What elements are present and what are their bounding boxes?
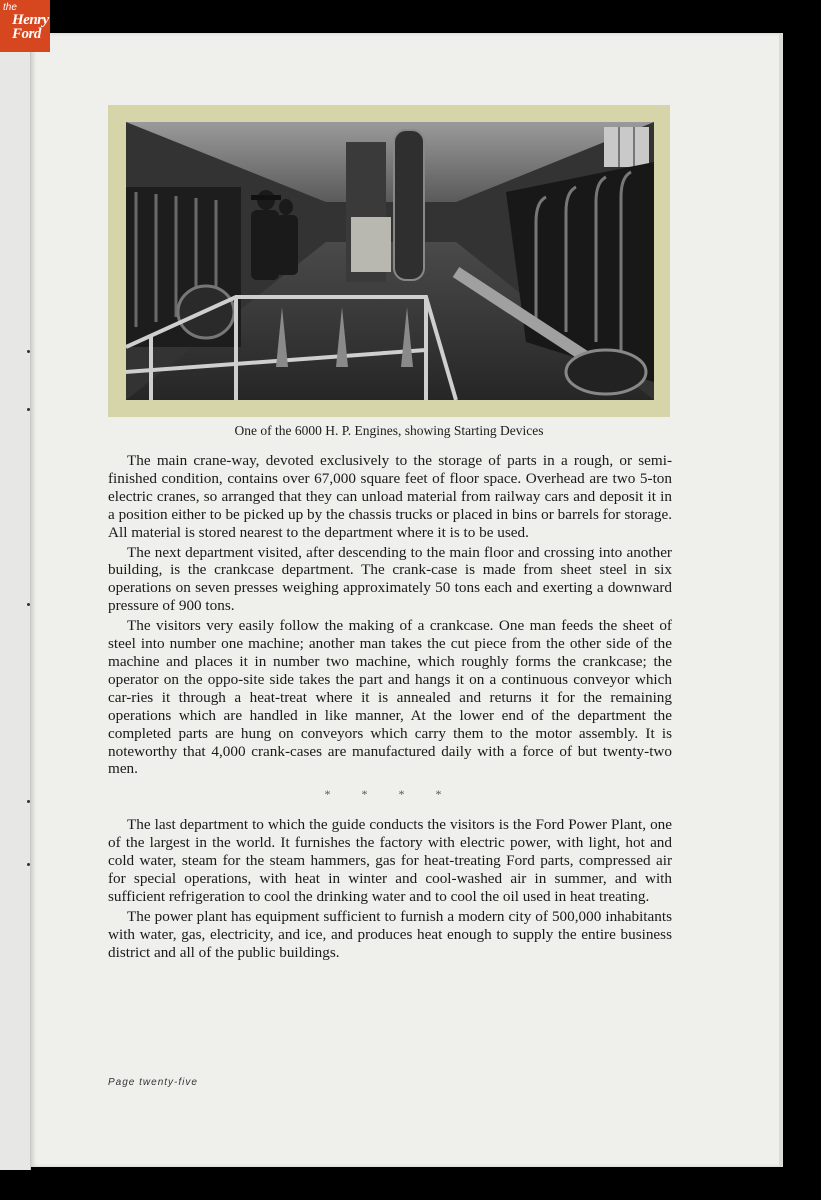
article-body	[108, 452, 672, 963]
paragraph: The next department visited, after descending to the main floor and crossing into another building, is the crankcase department. The crank-case is made from sheet steel in six operations on seven presses weighing approximately 50 tons each and exerting a downward pressure of 900 tons.	[108, 543, 672, 615]
engine-room-illustration	[126, 122, 654, 400]
photo-mat	[108, 105, 670, 417]
figure-caption: One of the 6000 H. P. Engines, showing Starting Devices	[234, 423, 544, 438]
paragraph: The power plant has equipment sufficient to furnish a modern city of 500,000 inhabitants with water, gas, electricity, and ice, and produces heat enough to supply the entire business district and all of the public buildings.	[108, 907, 672, 961]
henry-ford-logo: the Henry Ford	[0, 0, 50, 52]
paragraph: The main crane-way, devoted exclusively to the storage of parts in a rough, or semi-finished condition, contains over 67,000 square feet of floor space. Overhead are two 5-ton electric cranes, so arranged that they can unload material from railway cars and deposit it in a position either to be picked up by the chassis trucks or placed in bins or barrels for storage. All material is stored nearest to the department where it is to be used.	[108, 452, 672, 541]
paragraph: The visitors very easily follow the making of a crankcase. One man feeds the sheet of steel into number one machine; another man takes the cut piece from the other side of the machine and places it in number two machine, which roughly forms the crankcase; the operator on the oppo-site side takes the part and hangs it on a continuous conveyor which car-ries it through a heat-treat where it is annealed and returns it for the remaining operations which are handled in like manner, At the lower end of the department the completed parts are hung on conveyors which carry them to the motor assembly. It is noteworthy that 4,000 crank-cases are manufactured daily with a force of but twenty-two men.	[108, 617, 672, 778]
page-edge-shadow	[779, 33, 783, 1167]
section-separator: * * * *	[324, 787, 456, 802]
paragraph: The last department to which the guide conducts the visitors is the Ford Power Plant, one of the largest in the world. It furnishes the factory with electric power, with light, hot and cold water, steam for the steam hammers, gas for heat-treating Ford parts, compressed air for special operations, with heat in winter and cool-washed air in summer, and with sufficient refrigeration to cool the drinking water and to cool the oil used in heat treating.	[108, 816, 672, 905]
facing-page-edge	[0, 30, 31, 1170]
engine-room-photo	[126, 122, 654, 400]
page-number: Page twenty-five	[108, 1077, 198, 1088]
